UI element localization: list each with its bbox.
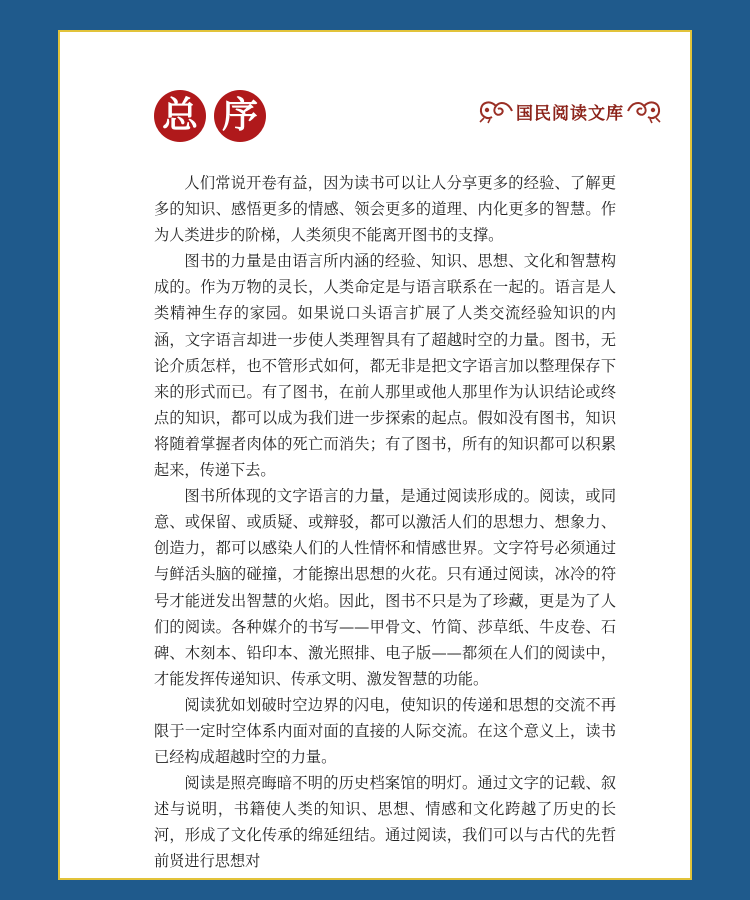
paragraph-5: 阅读是照亮晦暗不明的历史档案馆的明灯。通过文字的记载、叙述与说明，书籍使人类的知识、思想、情感和文化跨越了历史的长河，形成了文化传承的绵延纽结。通过阅读，我们可以与古代的先哲前贤进行思想对 bbox=[154, 774, 616, 871]
paragraph-2: 图书的力量是由语言所内涵的经验、知识、思想、文化和智慧构成的。作为万物的灵长，人类命定是与语言联系在一起的。语言是人类精神生存的家园。如果说口头语言扩展了人类交流经验知识的内涵，文字语言却进一步使人类理智具有了超越时空的力量。图书，无论介质怎样，也不管形式如何，都无非是把文字语言加以整理保存下来的形式而已。有了图书，在前人那里或他人那里作为认识结论或终点的知识，都可以成为我们进一步探索的起点。假如没有图书，知识将随着掌握者肉体的死亡而消失；有了图书，所有的知识都可以积累起来，传递下去。 bbox=[154, 252, 616, 480]
dragon-ornament-right-icon bbox=[626, 98, 662, 124]
preface-body bbox=[154, 170, 616, 875]
book-page bbox=[58, 30, 692, 880]
heading-char-circle-1: 总 bbox=[154, 90, 206, 142]
paragraph-3: 图书所体现的文字语言的力量，是通过阅读形成的。阅读，或同意、或保留、或质疑、或辩驳，都可以激活人们的思想力、想象力、创造力，都可以感染人们的人性情怀和情感世界。文字符号必须通过与鲜活头脑的碰撞，才能擦出思想的火花。只有通过阅读，冰冷的符号才能迸发出智慧的火焰。因此，图书不只是为了珍藏，更是为了人们的阅读。各种媒介的书写——甲骨文、竹简、莎草纸、牛皮卷、石碑、木刻本、铅印本、激光照排、电子版——都须在人们的阅读中，才能发挥传递知识、传承文明、激发智慧的功能。 bbox=[154, 487, 616, 688]
paragraph-1: 人们常说开卷有益，因为读书可以让人分享更多的经验、了解更多的知识、感悟更多的情感、领会更多的道理、内化更多的智慧。作为人类进步的阶梯，人类须臾不能离开图书的支撑。 bbox=[154, 174, 616, 245]
decorative-scroll-icon bbox=[688, 416, 692, 544]
brand-logo bbox=[478, 98, 662, 124]
brand-name: 国民阅读文库 bbox=[516, 103, 624, 124]
heading-char-circle-2: 序 bbox=[214, 90, 266, 142]
dragon-ornament-left-icon bbox=[478, 98, 514, 124]
paragraph-4: 阅读犹如划破时空边界的闪电，使知识的传递和思想的交流不再限于一定时空体系内面对面的直接的人际交流。在这个意义上，读书已经构成超越时空的力量。 bbox=[154, 695, 616, 767]
